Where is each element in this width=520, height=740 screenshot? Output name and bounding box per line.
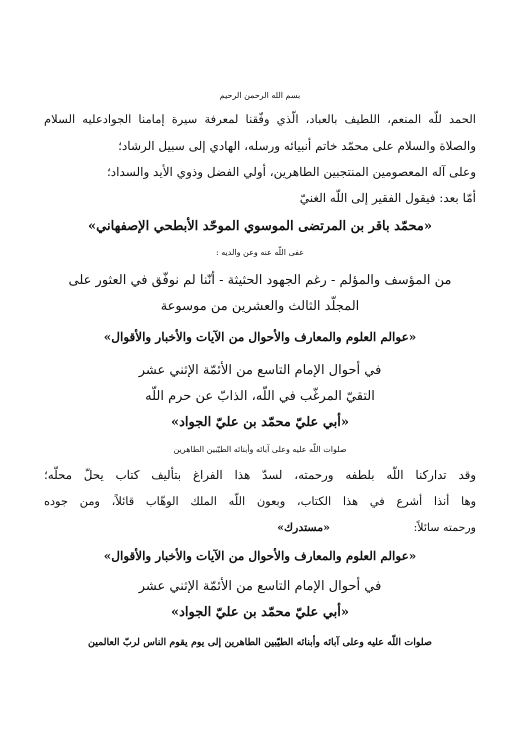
closing-line-2: وها أنذا أشرع في هذا الكتاب، وبعون اللّه الملك الوهّاب قائلاً، ومن جوده: [44, 494, 476, 508]
author-name: «محمّد باقر بن المرتضى الموسوي الموحّد الأبطحي الإصفهاني»: [88, 219, 432, 234]
salawat-1: صلوات اللّه عليه وعلى آبائه وأبنائه الطيّبين الطاهرين: [173, 445, 347, 454]
intro-line-2: والصلاة والسلام على محمّد خاتم أنبيائه ورسله، الهادي إلى سبيل الرشاد؛: [118, 139, 476, 153]
body-line-1: من المؤسف والمؤلم - رغم الجهود الحثيثة - أنّنا لم نوفّق في العثور على: [68, 273, 452, 288]
basmala: بسم الله الرحمن الرحيم: [219, 91, 301, 100]
intro-line-4: أمّا بعد: فيقول الفقير إلى اللّه الغنيّ: [299, 191, 476, 205]
intro-line-1: الحمد للّه المنعم، اللطيف بالعباد، الّذي وفّقنا لمعرفة سيرة إمامنا الجوادعليه السلام: [44, 112, 476, 126]
mustadrak-label: «مستدرك»: [277, 521, 330, 534]
subject-line-3: في أحوال الإمام التاسع من الأئمّة الإثني عشر: [138, 579, 382, 594]
imam-name-1: «أبي عليّ محمّد بن عليّ الجواد»: [170, 415, 350, 430]
subject-line-2: التقيّ المرغّب في اللّه، الذابّ عن حرم اللّه: [145, 389, 375, 404]
author-note: عفى اللّه عنه وعن والديه :: [216, 248, 304, 257]
encyclopedia-title-2: «عوالم العلوم والمعارف والأحوال من الآيات والأخبار والأقوال»: [103, 549, 417, 563]
intro-line-3: وعلى آله المعصومين المنتجبين الطاهرين، أولي الفضل وذوي الأيد والسداد؛: [106, 165, 476, 179]
imam-name-2: «أبي عليّ محمّد بن عليّ الجواد»: [170, 605, 350, 620]
closing-line-3: ورحمته سائلاً:: [413, 521, 476, 534]
salawat-2: صلوات اللّه عليه وعلى آبائه وأبنائه الطيّبين الطاهرين إلى يوم يقوم الناس لربّ العالمين: [88, 637, 432, 648]
encyclopedia-title-1: «عوالم العلوم والمعارف والأحوال من الآيات والأخبار والأقوال»: [103, 330, 417, 344]
body-line-2: المجلّد الثالث والعشرين من موسوعة: [160, 299, 360, 314]
subject-line-1: في أحوال الإمام التاسع من الأئمّة الإثني عشر: [138, 363, 382, 378]
closing-line-1: وقد تداركنا اللّه بلطفه ورحمته، لسدّ هذا الفراغ بتأليف كتاب يحلّ محلّه؛: [44, 468, 476, 482]
